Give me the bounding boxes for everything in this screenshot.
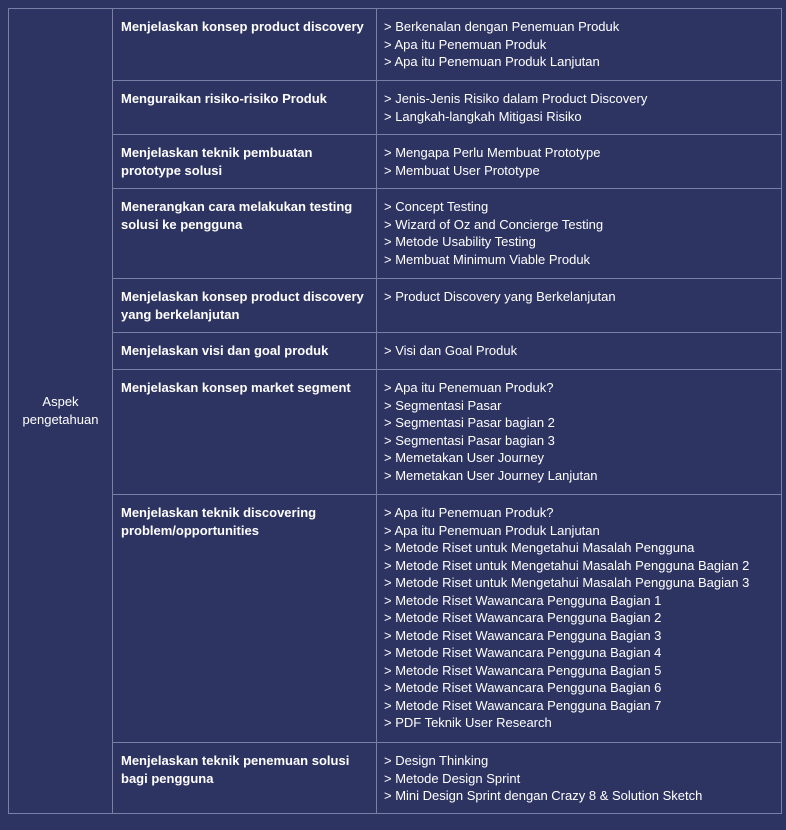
topics-cell xyxy=(377,333,781,369)
curriculum-table xyxy=(8,8,782,814)
topics-cell xyxy=(377,81,781,134)
objective-cell: Menjelaskan konsep product discovery yang berkelanjutan xyxy=(113,279,377,332)
aspect-label-line2: pengetahuan xyxy=(22,412,99,427)
topic-item: > Membuat Minimum Viable Produk xyxy=(384,251,591,267)
topic-item: > Metode Riset Wawancara Pengguna Bagian 6 xyxy=(384,680,662,695)
objective-cell: Menerangkan cara melakukan testing solusi ke pengguna xyxy=(113,189,377,278)
topic-item: > Design Thinking xyxy=(384,753,489,768)
objective-cell: Menjelaskan teknik discovering problem/opportunities xyxy=(113,495,377,742)
objective-cell: Menjelaskan teknik penemuan solusi bagi pengguna xyxy=(113,743,377,813)
topic-item: > Membuat User Prototype xyxy=(384,162,540,178)
topic-item: > Concept Testing xyxy=(384,199,489,214)
topic-item: > Apa itu Penemuan Produk? xyxy=(384,380,554,395)
topic-item: > PDF Teknik User Research xyxy=(384,715,552,730)
topic-item: > Apa itu Penemuan Produk? xyxy=(384,505,554,520)
table-row xyxy=(113,370,781,495)
objective-cell: Menjelaskan konsep product discovery xyxy=(113,9,377,80)
objective-cell: Menjelaskan konsep market segment xyxy=(113,370,377,494)
topic-item: > Berkenalan dengan Penemuan Produk xyxy=(384,19,620,34)
topic-item: > Metode Riset Wawancara Pengguna Bagian 7 xyxy=(384,697,662,713)
topic-item: > Metode Riset Wawancara Pengguna Bagian 3 xyxy=(384,627,662,643)
topics-cell xyxy=(377,279,781,332)
topic-item: > Memetakan User Journey xyxy=(384,450,545,465)
table-row xyxy=(113,333,781,370)
aspect-cell xyxy=(9,9,113,813)
topic-item: > Metode Riset Wawancara Pengguna Bagian 4 xyxy=(384,645,662,660)
topic-item: > Langkah-langkah Mitigasi Risiko xyxy=(384,108,582,124)
topics-cell xyxy=(377,9,781,80)
table-row xyxy=(113,279,781,333)
table-row xyxy=(113,495,781,743)
topics-cell xyxy=(377,495,781,742)
topic-item: > Apa itu Penemuan Produk xyxy=(384,36,547,52)
topic-item: > Jenis-Jenis Risiko dalam Product Discovery xyxy=(384,91,648,106)
topic-item: > Visi dan Goal Produk xyxy=(384,343,518,358)
topic-item: > Metode Riset untuk Mengetahui Masalah Pengguna Bagian 3 xyxy=(384,575,750,590)
table-rows xyxy=(113,9,781,813)
topic-item: > Metode Design Sprint xyxy=(384,770,521,786)
topic-item: > Metode Riset untuk Mengetahui Masalah Pengguna xyxy=(384,540,695,555)
objective-cell: Menguraikan risiko-risiko Produk xyxy=(113,81,377,134)
topics-cell xyxy=(377,135,781,188)
objective-cell: Menjelaskan teknik pembuatan prototype solusi xyxy=(113,135,377,188)
topic-item: > Metode Riset Wawancara Pengguna Bagian 1 xyxy=(384,592,662,608)
topic-item: > Product Discovery yang Berkelanjutan xyxy=(384,289,616,304)
aspect-label-line1: Aspek xyxy=(42,394,79,409)
topic-item: > Mini Design Sprint dengan Crazy 8 & Solution Sketch xyxy=(384,788,703,803)
topics-cell xyxy=(377,189,781,278)
topics-cell xyxy=(377,370,781,494)
topic-item: > Memetakan User Journey Lanjutan xyxy=(384,467,598,483)
topic-item: > Metode Riset untuk Mengetahui Masalah Pengguna Bagian 2 xyxy=(384,557,750,573)
topic-item: > Metode Riset Wawancara Pengguna Bagian 2 xyxy=(384,610,662,625)
table-row xyxy=(113,743,781,813)
topic-item: > Mengapa Perlu Membuat Prototype xyxy=(384,145,601,160)
objective-cell: Menjelaskan visi dan goal produk xyxy=(113,333,377,369)
topic-item: > Metode Usability Testing xyxy=(384,234,536,249)
topic-item: > Segmentasi Pasar bagian 2 xyxy=(384,415,555,430)
topic-item: > Segmentasi Pasar bagian 3 xyxy=(384,432,555,448)
table-row xyxy=(113,9,781,81)
topic-item: > Apa itu Penemuan Produk Lanjutan xyxy=(384,54,600,69)
topic-item: > Segmentasi Pasar xyxy=(384,397,502,413)
table-row xyxy=(113,135,781,189)
topics-cell xyxy=(377,743,781,813)
topic-item: > Metode Riset Wawancara Pengguna Bagian 5 xyxy=(384,662,662,678)
topic-item: > Apa itu Penemuan Produk Lanjutan xyxy=(384,522,600,538)
table-row xyxy=(113,81,781,135)
table-row xyxy=(113,189,781,279)
topic-item: > Wizard of Oz and Concierge Testing xyxy=(384,216,604,232)
